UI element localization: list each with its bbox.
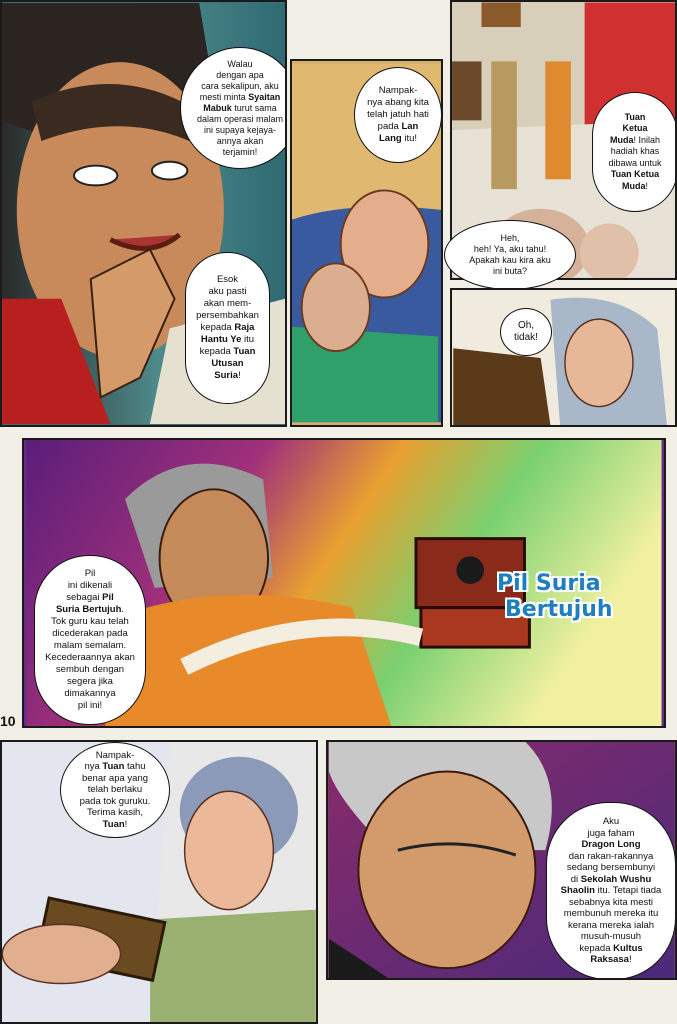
bubble-line: sebagai Pil [66,592,114,603]
bubble-line: Suria! [214,370,241,381]
bubble-line: telah berlaku [87,784,143,796]
bubble-line: kepada Kultus [579,942,643,954]
panel-4 [450,288,677,427]
bubble-line: membunuh mereka itu [563,908,659,920]
bubble-line: hadiah khas [610,146,660,157]
bubble-line: Tuan Ketua [610,169,660,180]
bubble-line: Mabuk turut sama [203,102,277,113]
bubble-line: Nampak- [378,85,418,96]
bubble-line: kepada Tuan [199,346,256,357]
bubble-line: Apakah kau kira aku [469,255,551,265]
bubble-line: musuh-musuh [580,931,642,943]
bubble-line: di Sekolah Wushu [570,873,652,885]
bubble-line: Hantu Ye itu [200,334,255,345]
bubble-line: ini dikenali [67,580,113,591]
bubble-line: ini supaya kejaya- [203,124,277,135]
bubble-line: sembuh dengan [55,664,125,675]
bubble-line: dicederakan pada [52,628,128,639]
bubble-line: pada Lan [377,121,419,132]
bubble-line: Walau [227,58,253,69]
caption-line: Pil Suria [497,571,601,596]
caption-line: Bertujuh [505,597,613,622]
bubble-line: Nampak- [95,749,135,761]
bubble-line: nya Tuan tahu [84,761,146,773]
panel-7 [326,740,677,980]
bubble-line: Pil [84,568,96,579]
bubble-line: Esok [216,274,239,285]
bubble-line: Raksasa! [590,954,632,966]
bubble-line: benar apa yang [81,772,149,784]
bubble-line: akan mem- [203,298,252,309]
bubble-line: tidak! [514,332,538,343]
speech-bubble [60,742,170,838]
bubble-line: mesti minta Syaitan [199,91,281,102]
bubble-line: terjamin! [222,146,258,157]
bubble-line: segera jika [67,676,113,687]
speech-bubble [34,555,146,725]
bubble-line: Aku [602,816,620,828]
bubble-line: dibawa untuk [608,157,662,168]
bubble-line: juga faham [587,827,635,839]
bubble-line: Tuan! [102,818,128,830]
page-number: 10 [0,713,16,729]
bubble-line: pil ini! [77,700,103,711]
bubble-line: Heh, [500,233,520,243]
bubble-line: dan rakan-rakannya [568,850,654,862]
bubble-line: Lang itu! [378,133,417,144]
bubble-line: kerana mereka ialah [567,919,655,931]
panel-2 [290,59,443,427]
bubble-line: Ketua [622,123,648,134]
bubble-line: Dragon Long [581,839,641,851]
speech-bubble [592,92,677,212]
bubble-line: Muda! [621,180,648,191]
speech-bubble [354,67,442,163]
panel-4-artwork [452,290,675,425]
bubble-line: annya akan [216,135,264,146]
bubble-line: cara sekalipun, aku [201,80,279,91]
pill-name-caption [497,571,666,623]
bubble-line: dengan apa [216,69,264,80]
speech-bubble [500,308,552,356]
bubble-line: Shaolin itu. Tetapi tiada [560,885,662,897]
bubble-line: Utusan [211,358,244,369]
bubble-line: Tuan [624,111,646,122]
bubble-line: aku pasti [208,286,247,297]
bubble-line: heh! Ya, aku tahu! [473,244,547,254]
bubble-line: Suria Bertujuh. [55,604,125,615]
speech-bubble [185,252,270,404]
bubble-line: dimakannya [64,688,116,699]
panel-5 [22,438,666,728]
bubble-line: Muda! Inilah [609,134,661,145]
bubble-line: kepada Raja [200,322,255,333]
bubble-line: ini buta? [492,266,528,276]
bubble-line: sebabnya kita mesti [569,896,653,908]
bubble-line: telah jatuh hati [367,109,429,120]
speech-bubble [444,220,576,290]
bubble-line: Kecederaannya akan [45,652,135,663]
bubble-line: pada tok guruku. [79,795,151,807]
speech-bubble [546,802,676,980]
panel-6 [0,740,318,1024]
bubble-line: malam semalam. [53,640,127,651]
bubble-line: Terima kasih, [87,807,143,819]
bubble-line: sedang bersembunyi [566,862,656,874]
bubble-line: nya abang kita [367,97,429,108]
bubble-line: Tok guru kau telah [51,616,129,627]
bubble-line: dalam operasi malam [196,113,284,124]
bubble-line: Oh, [517,320,535,331]
bubble-line: persembahkan [196,310,259,321]
panel-1 [0,0,287,427]
